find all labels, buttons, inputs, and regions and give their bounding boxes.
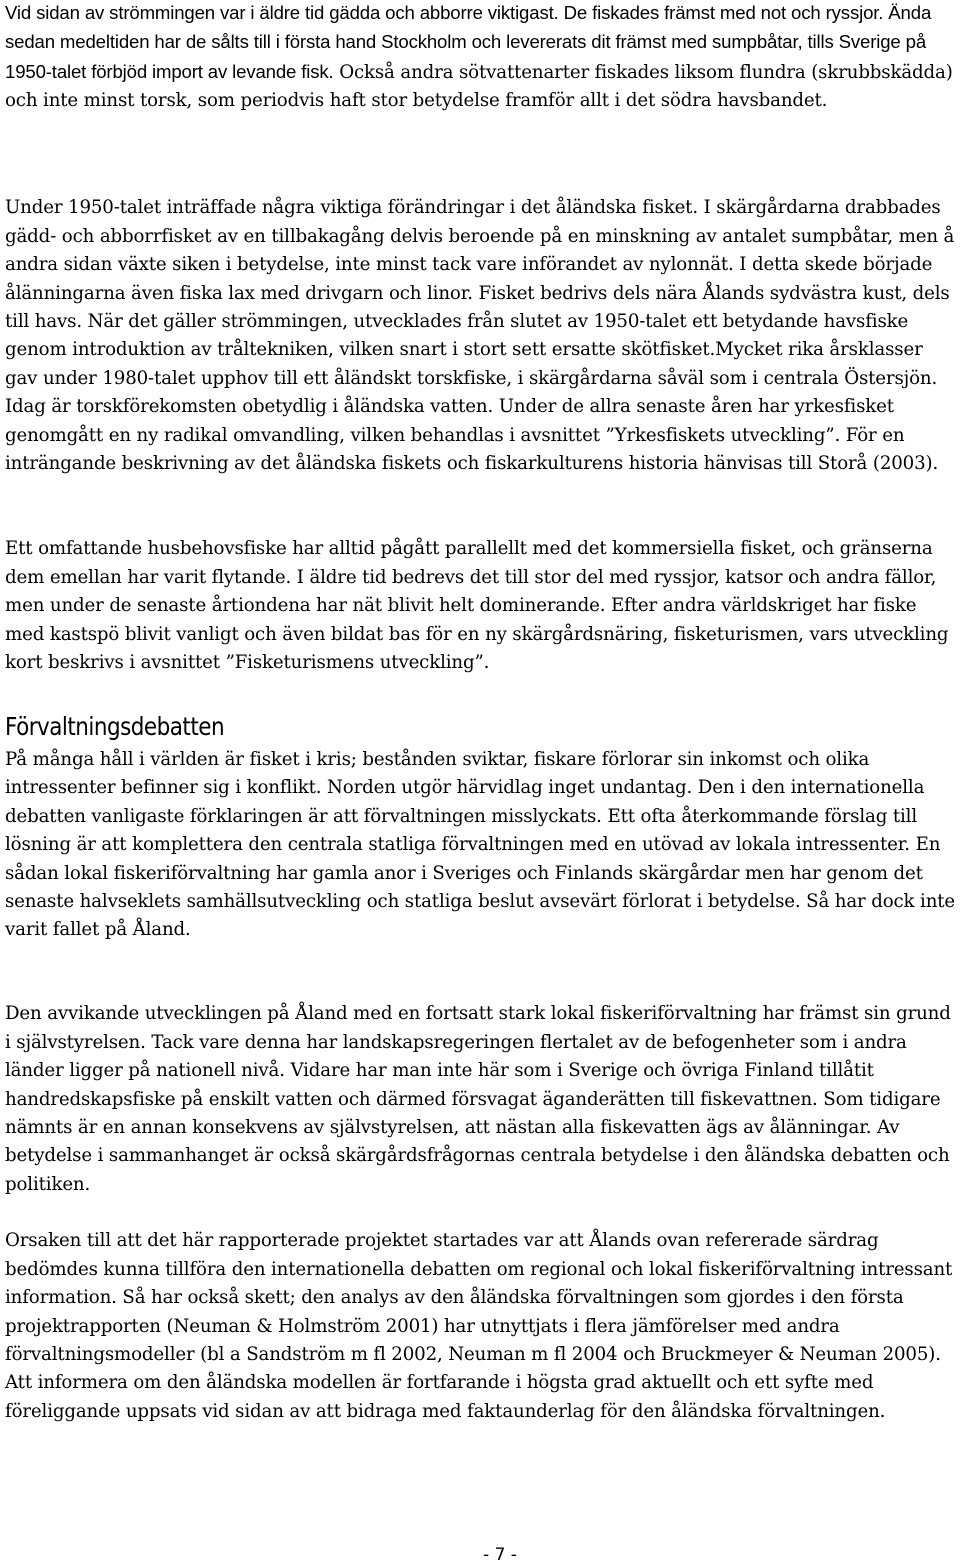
- body-paragraph: Orsaken till att det här rapporterade projektet startades var att Ålands ovan refererade särdrag bedömdes kunna tillföra den internationella debatten om regional och lokal fiskeriförvaltning intressant information. Så har också skett; den analys av den åländska förvaltningen som gjordes i den första projektrapporten (Neuman & Holmström 2001) har utnyttjats i flera jämförelser med andra förvaltningsmodeller (bl a Sandström m fl 2002, Neuman m fl 2004 och Bruckmeyer & Neuman 2005). Att informera om den åländska modellen är fortfarande i högsta grad aktuellt och ett syfte med föreliggande uppsats vid sidan av att bidraga med faktaunderlag för den åländska förvaltningen.: [5, 1230, 953, 1422]
- body-paragraph: På många håll i världen är fisket i kris; bestånden sviktar, fiskare förlorar sin inkomst och olika intressenter befinner sig i konflikt. Norden utgör härvidlag inget undantag. Den i den internationella debatten vanligaste förklaringen är att förvaltningen misslyckats. Ett ofta återkommande förslag till lösning är att komplettera den centrala statliga förvaltningen med en utövad av lokala intressenter. En sådan lokal fiskeriförvaltning har gamla anor i Sveriges och Finlands skärgårdar men har genom det senaste halvseklets samhällsutveckling och statliga beslut avsevärt förlorat i betydelse. Så har dock inte varit fallet på Åland.: [5, 749, 956, 941]
- body-paragraph: Den avvikande utvecklingen på Åland med en fortsatt stark lokal fiskeriförvaltning har främst sin grund i självstyrelsen. Tack vare denna har landskapsregeringen flertalet av de befogenheter som i andra länder ligger på nationell nivå. Vidare har man inte här som i Sverige och övriga Finland tillåtit handredskapsfiske på enskilt vatten och därmed försvagat äganderätten till fiskevattnen. Som tidigare nämnts är en annan konsekvens av självstyrelsen, att nästan alla fiskevatten ägs av ålänningar. Av betydelse i sammanhanget är också skärgårdsfrågornas centrala betydelse i den åländska debatten och politiken.: [5, 1003, 951, 1195]
- paragraph-lead-text: Vid sidan av strömmingen var i äldre tid gädda och abborre viktigast. De fiskades främst med not och ryssjor. Ända sedan medeltiden har de sålts till i första hand Stockholm och levererats dit främst med sumpbåtar, tills Sverige på 1950-talet förbjöd import av levande fisk.: [5, 2, 932, 82]
- body-paragraph: Ett omfattande husbehovsfiske har alltid pågått parallellt med det kommersiella fisket, och gränserna dem emellan har varit flytande. I äldre tid bedrevs det till stor del med ryssjor, katsor och andra fällor, men under de senaste årtiondena har nät blivit helt dominerande. Efter andra världskriget har fiske med kastspö blivit vanligt och även bildat bas för en ny skärgårdsnäring, fisketurismen, vars utveckling kort beskrivs i avsnittet ”Fisketurismens utveckling”.: [5, 538, 949, 674]
- page-number: - 7 -: [483, 1545, 517, 1565]
- body-paragraph: Under 1950-talet inträffade några viktiga förändringar i det åländska fisket. I skärgårdarna drabbades gädd- och abborrfisket av en tillbakagång delvis beroende på en minskning av antalet sumpbåtar, men å andra sidan växte siken i betydelse, inte minst tack vare införandet av nylonnät. I detta skede började ålänningarna även fiska lax med drivgarn och linor. Fisket bedrivs dels nära Ålands sydvästra kust, dels till havs. När det gäller strömmingen, utvecklades från slutet av 1950-talet ett betydande havsfiske genom introduktion av tråltekniken, vilken snart i stort sett ersatte skötfisket.Mycket rika årsklasser gav under 1980-talet upphov till ett åländskt torskfiske, i skärgårdarna såväl som i centrala Östersjön. Idag är torskförekomsten obetydlig i åländska vatten. Under de allra senaste åren har yrkesfisket genomgått en ny radikal omvandling, vilken behandlas i avsnittet ”Yrkesfiskets utveckling”. För en inträngande beskrivning av det åländska fiskets och fiskarkulturens historia hänvisas till Storå (2003).: [5, 197, 955, 475]
- body-paragraph: [5, 0, 957, 116]
- paragraph-text: Också andra sötvattenarter fiskades liksom flundra (skrubbskädda) och inte minst torsk, som periodvis haft stor betydelse framför allt i det södra havsbandet.: [5, 61, 953, 112]
- section-heading: Förvaltningsdebatten: [5, 712, 225, 741]
